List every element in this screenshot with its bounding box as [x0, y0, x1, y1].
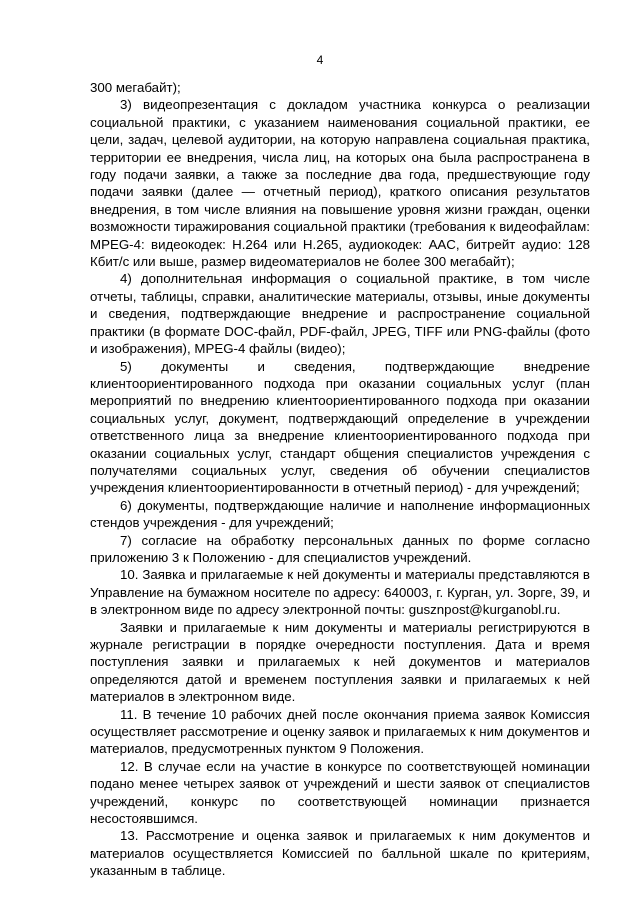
document-body [90, 79, 590, 880]
paragraph-section-11: 11. В течение 10 рабочих дней после окончания приема заявок Комиссия осуществляет рассмотрение и оценку заявок и прилагаемых к ним документов и материалов, предусмотренных пунктом 9 Положения. [90, 706, 590, 757]
paragraph-item-4-additional-info: 4) дополнительная информация о социальной практике, в том числе отчеты, таблицы, справки, аналитические материалы, отзывы, иные документы и сведения, подтверждающие внедрение и распространение социальной практики (в формате DOC-файл, PDF-файл, JPEG, TIFF или PNG-файлы (фото и изображения), MPEG-4 файлы (видео); [90, 271, 590, 357]
paragraph-section-12: 12. В случае если на участие в конкурсе по соответствующей номинации подано менее четырех заявок от учреждений и шести заявок от специалистов учреждений, конкурс по соответствующей номинации признается несостоявшимся. [90, 758, 590, 827]
paragraph-item-5-documents: 5) документы и сведения, подтверждающие внедрение клиентоориентированного подхода при оказании социальных услуг (план мероприятий по внедрению клиентоориентированного подхода при оказании социальных услуг, документ, подтверждающий определение в учреждении ответственного лица за внедрение клиентоориентированного подхода при оказании социальных услуг, стандарт общения специалистов учреждения с получателями социальных услуг, сведения об обучении специалистов учреждения клиентоориентированности в отчетный период) - для учреждений; [90, 358, 590, 496]
paragraph-item-7-consent: 7) согласие на обработку персональных данных по форме согласно приложению 3 к Положению - для специалистов учреждений. [90, 532, 590, 565]
paragraph-section-13: 13. Рассмотрение и оценка заявок и прилагаемых к ним документов и материалов осуществляется Комиссией по балльной шкале по критериям, указанным в таблице. [90, 828, 590, 879]
paragraph-section-10: 10. Заявка и прилагаемые к ней документы и материалы представляются в Управление на бумажном носителе по адресу: 640003, г. Курган, ул. Зорге, 39, и в электронном виде по адресу электронной почты: gusznpost@kurganobl.ru. [90, 567, 590, 618]
paragraph-continuation: 300 мегабайт); [90, 80, 181, 95]
page-number: 4 [316, 53, 324, 67]
paragraph-registration: Заявки и прилагаемые к ним документы и материалы регистрируются в журнале регистрации в порядке очередности поступления. Дата и время поступления заявки и прилагаемых к ней документов и материалов определяются датой и временем поступления заявки и прилагаемых к ней материалов в электронном виде. [90, 619, 590, 705]
paragraph-item-6-stands: 6) документы, подтверждающие наличие и наполнение информационных стендов учреждения - для учреждений; [90, 497, 590, 531]
paragraph-item-3-video-presentation: 3) видеопрезентация с докладом участника конкурса о реализации социальной практики, с указанием наименования социальной практики, ее цели, задач, целевой аудитории, на которую направлена социальная практика, территории ее внедрения, числа лиц, на которых она была распространена в году подачи заявки, а также за последние два года, предшествующие году подачи заявки (далее — отчетный период), краткого описания результатов внедрения, в том числе влияния на повышение уровня жизни граждан, оценки возможности тиражирования социальной практики (требования к видеофайлам: MPEG-4: видеокодек: H.264 или H.265, аудиокодек: AAC, битрейт аудио: 128 Кбит/с или выше, размер видеоматериалов не более 300 мегабайт); [90, 97, 590, 270]
